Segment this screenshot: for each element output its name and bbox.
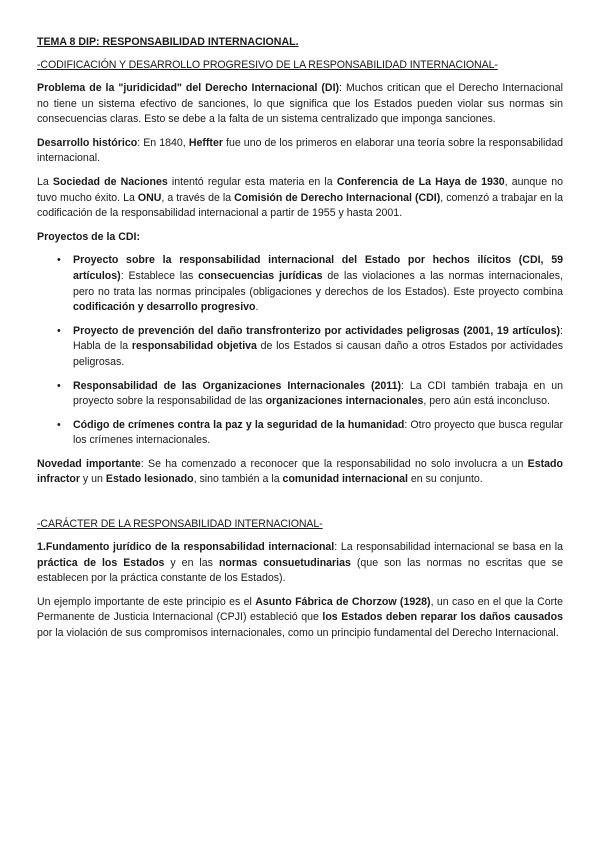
paragraph-chorzow	[37, 595, 563, 642]
paragraph-text: , a través de la	[161, 191, 235, 204]
bold-term: codificación y desarrollo progresivo	[73, 301, 256, 314]
paragraph-text: : Muchos critican que el Derecho Internacional no tiene un sistema efectivo de sanciones, lo que significa que los Estados pueden violar sus normas sin consecuencias claras. Esto se debe a la falta de un sistema centralizado que imponga sanciones.	[37, 82, 563, 126]
bold-term: Responsabilidad de las Organizaciones Internacionales (2011)	[73, 379, 401, 392]
paragraph-text: : En 1840,	[137, 136, 189, 149]
item-text: , pero aún está inconcluso.	[423, 395, 550, 408]
bold-term: 1.Fundamento jurídico de la responsabilidad internacional	[37, 541, 335, 554]
paragraph-text: La	[37, 175, 53, 188]
bold-term: Conferencia de La Haya de 1930	[336, 175, 505, 188]
bold-term: Código de crímenes contra la paz y la seguridad de la humanidad	[73, 418, 405, 431]
paragraph-sociedad-naciones	[37, 175, 563, 222]
bold-term: organizaciones internacionales	[265, 395, 424, 408]
projects-list	[37, 253, 563, 449]
list-item	[73, 253, 563, 315]
paragraph-text: , sino también a la	[193, 473, 283, 486]
bold-term: Estado lesionado	[105, 473, 194, 486]
bold-term: Problema de la "juridicidad" del Derecho Internacional (DI)	[37, 82, 340, 94]
list-item	[73, 379, 563, 410]
bold-term: normas consuetudinarias	[218, 556, 351, 569]
bold-term: consecuencias jurídicas	[198, 269, 323, 282]
bold-term: ONU	[137, 191, 162, 204]
item-text: : Otro proyecto que busca regular los crímenes internacionales.	[73, 418, 563, 447]
bold-term: Estado infractor	[37, 457, 563, 486]
paragraph-text: , un caso en el que la Corte Permanente de Justicia Internacional (CPJI) estableció que	[37, 595, 564, 624]
paragraph-text: : Se ha comenzado a reconocer que la responsabilidad no solo involucra a un	[140, 457, 528, 470]
item-text: .	[255, 301, 259, 314]
paragraph-fundamento	[37, 540, 563, 587]
bold-term: Novedad importante	[37, 457, 141, 470]
paragraph-desarrollo-historico	[37, 136, 563, 167]
section-heading-caracter: -CARÁCTER DE LA RESPONSABILIDAD INTERNACIONAL-	[37, 518, 323, 531]
paragraph-text: fue uno de los primeros en elaborar una teoría sobre la responsabilidad internacional.	[37, 136, 564, 165]
paragraph-novedad	[37, 457, 563, 488]
bold-term: los Estados deben reparar los daños causados	[322, 611, 563, 624]
paragraph-juridicidad	[37, 81, 563, 128]
paragraph-text: , aunque no tuvo mucho éxito. La	[37, 175, 564, 204]
item-text: : Habla de la	[73, 324, 563, 353]
bold-term: Proyectos de la CDI:	[37, 230, 141, 243]
bold-term: responsabilidad objetiva	[131, 340, 257, 353]
paragraph-text: y un	[79, 473, 106, 486]
item-text: : Establece las	[120, 269, 199, 282]
bold-term: Proyecto de prevención del daño transfronterizo por actividades peligrosas (2001, 19 artículos)	[73, 324, 561, 337]
bold-term: Proyecto sobre la responsabilidad internacional del Estado por hechos ilícitos (CDI, 59 artículos)	[73, 254, 563, 282]
section-heading-codificacion: -CODIFICACIÓN Y DESARROLLO PROGRESIVO DE LA RESPONSABILIDAD INTERNACIONAL-	[37, 59, 498, 71]
paragraph-text: intentó regular esta materia en la	[167, 175, 337, 188]
bold-term: Comisión de Derecho Internacional (CDI)	[234, 191, 441, 204]
paragraph-text: en su conjunto.	[407, 473, 483, 486]
paragraph-text: , comenzó a trabajar en la codificación de la responsabilidad internacional a partir de 1955 y hasta 2001.	[37, 191, 563, 220]
bold-term: comunidad internacional	[282, 473, 408, 486]
paragraph-text: (que son las normas no escritas que se establecen por la práctica constante de los Estados).	[37, 556, 563, 585]
bold-term: Heffter	[188, 136, 223, 149]
item-text: de las violaciones a las normas internacionales, pero no trata las normas principales (obligaciones y derechos de los Estados). Este proyecto combina	[73, 269, 563, 298]
bold-term: práctica de los Estados	[37, 556, 165, 569]
item-text: : La CDI también trabaja en un proyecto sobre la responsabilidad de las	[73, 379, 564, 408]
paragraph-text: Un ejemplo importante de este principio es el	[37, 595, 256, 608]
bold-term: Desarrollo histórico	[37, 136, 138, 149]
section-spacer	[37, 496, 563, 518]
bold-term: Asunto Fábrica de Chorzow (1928)	[255, 595, 431, 608]
list-item	[73, 418, 563, 449]
document-title: TEMA 8 DIP: RESPONSABILIDAD INTERNACIONAL.	[37, 36, 299, 48]
paragraph-text: y en las	[164, 556, 219, 569]
projects-heading	[37, 230, 563, 246]
list-item	[73, 324, 563, 371]
paragraph-text: por la violación de sus compromisos internacionales, como un principio fundamental del Derecho Internacional.	[37, 627, 559, 640]
item-text: de los Estados si causan daño a otros Estados por actividades peligrosas.	[73, 340, 564, 368]
bold-term: Sociedad de Naciones	[52, 175, 168, 188]
paragraph-text: : La responsabilidad internacional se basa en la	[334, 541, 563, 554]
